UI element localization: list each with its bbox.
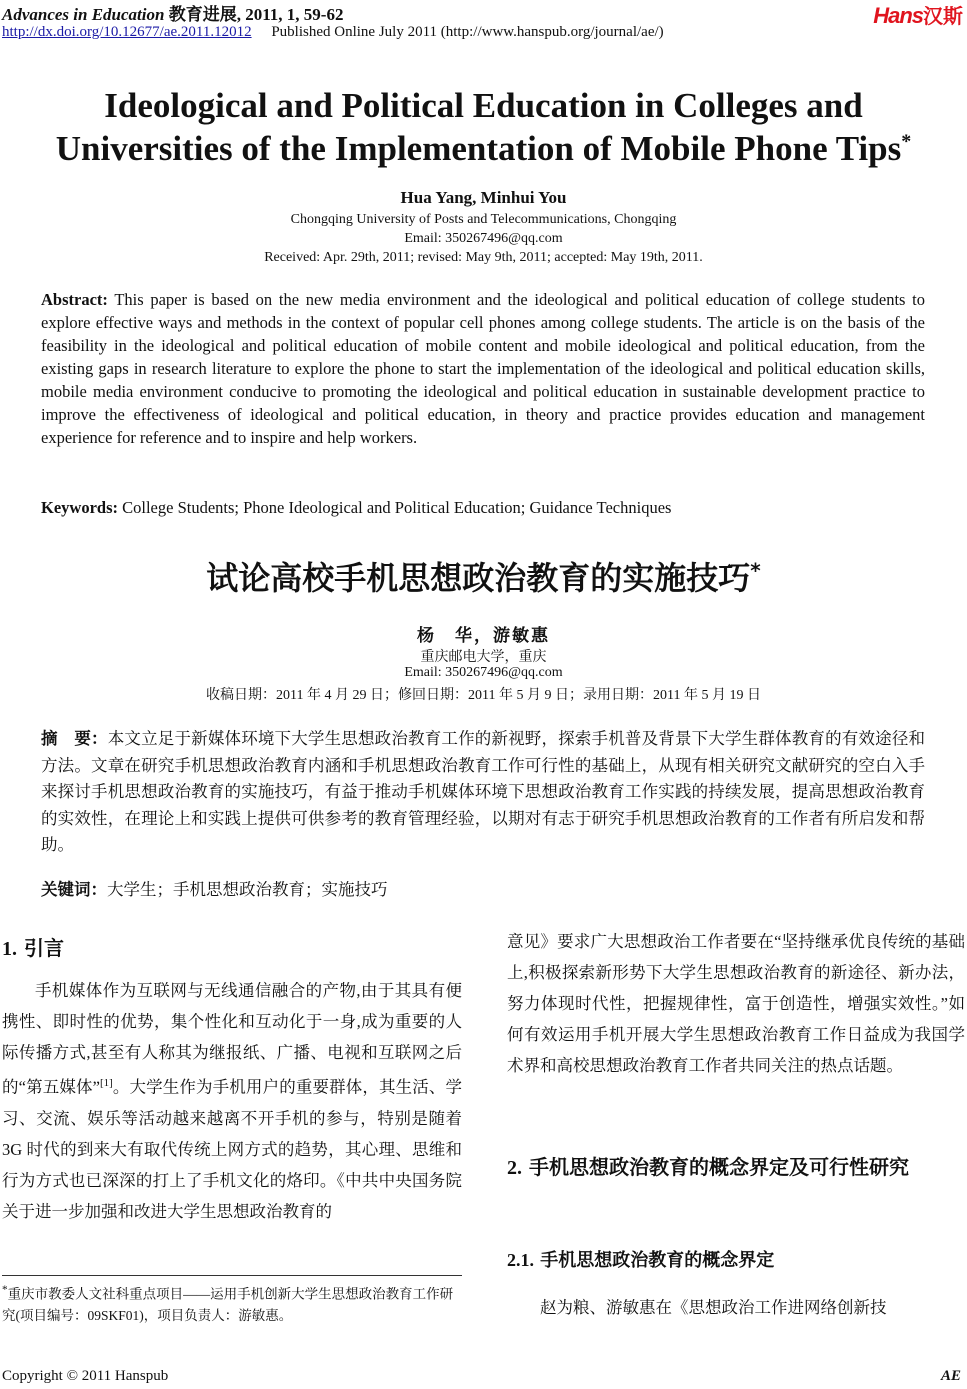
section-2-title: 手机思想政治教育的概念界定及可行性研究 — [528, 1155, 909, 1179]
keywords-text-cn: 大学生；手机思想政治教育；实施技巧 — [107, 880, 388, 899]
doi-line — [2, 24, 664, 41]
title-cn-text: 试论高校手机思想政治教育的实施技巧 — [206, 559, 751, 597]
section-2-1-heading — [507, 1246, 965, 1272]
copyright: Copyright © 2011 Hanspub — [2, 1368, 169, 1384]
journal-code: AE — [940, 1368, 961, 1384]
footnote-divider — [2, 1275, 462, 1276]
abstract-label-cn: 摘 要： — [41, 729, 108, 748]
keywords-cn — [41, 877, 925, 904]
journal-name-cn: 教育进展 — [168, 5, 237, 24]
title-cn — [0, 553, 967, 599]
published-online: Published Online July 2011 (http://www.hanspub.org/journal/ae/) — [271, 24, 664, 40]
section-2-number: 2. — [507, 1157, 522, 1179]
keywords-text-en: College Students; Phone Ideological and Political Education; Guidance Techniques — [122, 498, 672, 517]
title-cn-footnote-mark: * — [750, 558, 761, 583]
section-2-1-body — [507, 1292, 965, 1323]
journal-name-en: Advances in Education — [2, 5, 165, 24]
section-1-paragraph-a: 手机媒体作为互联网与无线通信融合的产物,由于其具有便携性、即时性的优势，集个性化和互动化于一身,成为重要的人际传播方式,甚至有人称其为继报纸、广播、电视和互联网之后的“第五媒体” — [2, 981, 462, 1097]
section-2-heading — [507, 1152, 967, 1183]
title-footnote-mark: * — [901, 130, 912, 153]
hans-logo — [873, 0, 963, 29]
abstract-text-cn: 本文立足于新媒体环境下大学生思想政治教育工作的新视野，探索手机普及背景下大学生群体教育的有效途径和方法。文章在研究手机思想政治教育内涵和手机思想政治教育工作可行性的基础上，从现有相关研究文献研究的空白入手来探讨手机思想政治教育的实施技巧，有益于推动手机媒体环境下思想政治教育工作实践的持续发展，提高思想政治教育的实效性，在理论上和实践上提供可供参考的教育管理经验，以期对有志于研究手机思想政治教育的工作者有所启发和帮助。 — [41, 729, 926, 854]
authors-cn: 杨 华，游敏惠 — [417, 626, 550, 645]
section-1-body — [2, 975, 462, 1227]
right-paragraph-1: 意见》要求广大思想政治工作者要在“坚持继承优良传统的基础上,积极探索新形势下大学生思想政治教育的新途径、新办法，努力体现时代性，把握规律性，富于创造性，增强实效性。”如何有效运用手机开展大学生思想政治教育工作日益成为我国学术界和高校思想政治教育工作者共同关注的热点话题。 — [507, 932, 965, 1075]
keywords-label-en: Keywords: — [41, 498, 118, 517]
section-2-1-number: 2.1. — [507, 1250, 534, 1270]
logo-latin: Hans — [873, 3, 923, 28]
keywords-label-cn: 关键词： — [41, 880, 107, 899]
abstract-text-en: This paper is based on the new media environment and the ideological and political education of college students to explore effective ways and methods in the context of popular cell phones among college students. The article is on the basis of the feasibility in the ideological and political education of mobile content and mobile ideological and political education, from the existing gaps in research literature to explore the phone to start the implementation of the ideological and political education skills, mobile media environment conducive to promoting the ideological and political education in sustainable development practice to improve the effectiveness of ideological and political education, in theory and practice provides education and management experience for reference and to inspire and help workers. — [41, 290, 925, 447]
keywords-en — [41, 496, 925, 519]
email-en: Email: 350267496@qq.com — [404, 231, 563, 246]
title-en-line1: Ideological and Political Education in Colleges and — [104, 86, 863, 125]
section-2-1-title: 手机思想政治教育的概念界定 — [540, 1250, 775, 1271]
funding-footnote — [2, 1280, 462, 1326]
dates-en: Received: Apr. 29th, 2011; revised: May 9th, 2011; accepted: May 19th, 2011. — [264, 250, 703, 265]
footnote-text: 重庆市教委人文社科重点项目——运用手机创新大学生思想政治教育工作研究(项目编号：09SKF01)，项目负责人：游敏惠。 — [2, 1286, 454, 1323]
journal-citation — [2, 0, 343, 25]
abstract-label-en: Abstract: — [41, 290, 108, 309]
dates-cn: 收稿日期：2011 年 4 月 29 日；修回日期：2011 年 5 月 9 日；录用日期：2011 年 5 月 19 日 — [206, 688, 761, 703]
logo-cn: 汉斯 — [923, 4, 963, 28]
abstract-en — [41, 288, 925, 449]
footnote-mark: * — [2, 1284, 8, 1296]
section-2-1-paragraph: 赵为粮、游敏惠在《思想政治工作进网络创新技 — [540, 1298, 887, 1317]
abstract-cn — [41, 726, 925, 859]
title-en-line2: Universities of the Implementation of Mobile Phone Tips — [55, 129, 902, 168]
section-1-paragraph-b: 。大学生作为手机用户的重要群体，其生活、学习、交流、娱乐等活动越来越离不开手机的参与，特别是随着 3G 时代的到来大有取代传统上网方式的趋势，其心理、思维和行为方式也已深深的打上了手机文化的烙印。《中共中央国务院关于进一步加强和改进大学生思想政治教育的 — [2, 1077, 463, 1221]
right-column-body — [507, 926, 965, 1081]
section-1-title: 引言 — [23, 936, 64, 960]
affiliation-en: Chongqing University of Posts and Telecommunications, Chongqing — [290, 212, 677, 227]
doi-link[interactable]: http://dx.doi.org/10.12677/ae.2011.12012 — [2, 24, 252, 40]
citation-ref[interactable]: [1] — [99, 1077, 113, 1089]
affiliation-cn: 重庆邮电大学，重庆 — [420, 650, 547, 665]
section-1-number: 1. — [2, 938, 17, 960]
authors-en: Hua Yang, Minhui You — [400, 188, 567, 207]
email-cn: Email: 350267496@qq.com — [404, 665, 563, 680]
title-en — [0, 84, 967, 170]
journal-issue: , 2011, 1, 59-62 — [236, 5, 344, 24]
section-1-heading — [2, 932, 462, 961]
